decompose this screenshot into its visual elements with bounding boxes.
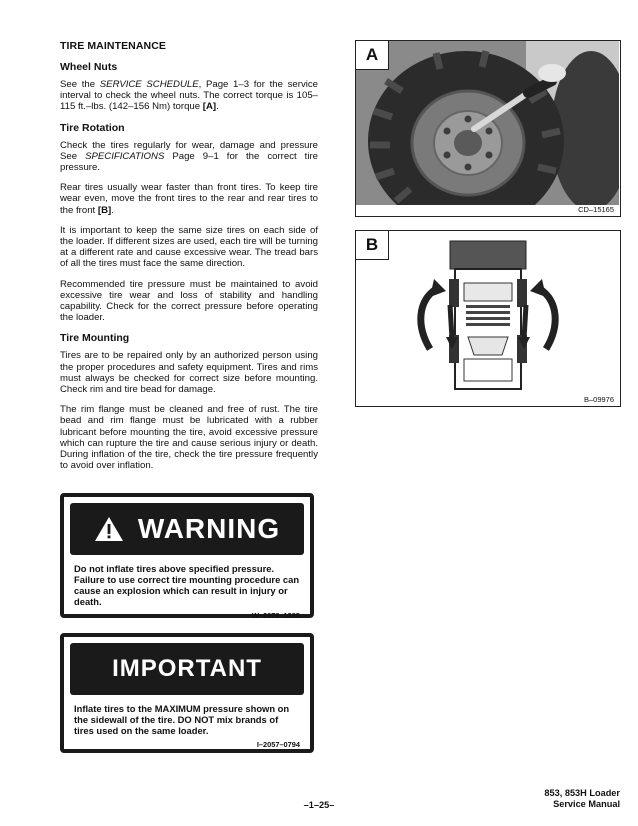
warning-triangle-icon	[94, 516, 124, 542]
page-number: –1–25–	[303, 800, 335, 810]
important-text: Inflate tires to the MAXIMUM pressure shown on the sidewall of the tire. DO NOT mix brands of tires used on the same loader.	[74, 703, 290, 736]
figure-ref-b: [B]	[97, 204, 112, 216]
specifications-ref: SPECIFICATIONS	[85, 150, 165, 162]
text-run: , Page 1–3 for the service interval to check the wheel nuts. The correct torque is 105–115 ft.–lbs. (142–156 Nm) torque	[60, 79, 319, 113]
text-run: Page 9–1 for the correct tire pressure.	[60, 150, 318, 174]
important-code: I–2057–0794	[256, 740, 300, 749]
service-schedule-ref: SERVICE SCHEDULE	[99, 79, 199, 90]
paragraph-same-size: It is important to keep the same size tires on each side of the loader. If different sizes are used, each tire will be turning at a different rate and cause excessive wear. The tread bars of all the tires must face the same direction.	[60, 224, 318, 270]
important-header	[70, 643, 304, 695]
important-box	[60, 633, 314, 753]
paragraph-wheel-nuts	[60, 79, 318, 113]
figure-a-label: A	[356, 41, 389, 70]
text-column	[60, 40, 318, 480]
warning-title: WARNING	[137, 513, 281, 544]
warning-header	[70, 503, 304, 555]
heading-tire-mounting: Tire Mounting	[60, 332, 130, 345]
figure-a-caption: CD–15165	[578, 205, 614, 214]
heading-tire-rotation: Tire Rotation	[60, 121, 125, 134]
model-name: 853, 853H Loader	[544, 788, 620, 798]
text-run: See the	[60, 79, 100, 90]
wheel-torque-photo	[356, 41, 619, 205]
section-title: TIRE MAINTENANCE	[60, 40, 167, 52]
figure-a	[355, 40, 621, 217]
warning-box	[60, 493, 314, 618]
text-run: .	[216, 101, 219, 113]
tire-rotation-diagram	[356, 231, 619, 395]
paragraph-pressure: Recommended tire pressure must be maintained to avoid excessive tire wear and loss of stability and handling capability. Check for the correct pressure before operating the loader.	[60, 278, 318, 324]
paragraph-check-tires	[60, 140, 318, 174]
figure-b	[355, 230, 621, 407]
manual-footer	[544, 788, 620, 810]
warning-code: W–2078–1285	[251, 611, 300, 620]
figure-ref-a: [A]	[202, 101, 217, 113]
manual-name: Service Manual	[553, 799, 620, 809]
text-run: Check the tires regularly for wear, damage and pressure See	[60, 139, 318, 162]
paragraph-rear-tires	[60, 182, 318, 216]
heading-wheel-nuts: Wheel Nuts	[60, 61, 118, 73]
warning-text: Do not inflate tires above specified pressure. Failure to use correct tire mounting procedure can cause an explosion which can result in injury or death.	[74, 563, 300, 607]
figure-b-label: B	[356, 231, 389, 260]
paragraph-repair: Tires are to be repaired only by an authorized person using the proper procedures and safety equipment. Tires and rims must always be checked for correct size before mounting. Check rim and tire bead for damage.	[60, 350, 318, 396]
important-title: IMPORTANT	[112, 655, 262, 682]
paragraph-rim-flange: The rim flange must be cleaned and free of rust. The tire bead and rim flange must be lubricated with a rubber lubricant before mounting the tire, avoid excessive pressure which can rupture the tire and cause serious injury or death. During inflation of the tire, check the tire pressure frequently to avoid over inflation.	[60, 404, 318, 472]
text-run: Rear tires usually wear faster than front tires. To keep tire wear even, move the front tires to the rear and rear tires to the front	[60, 182, 318, 216]
figure-b-caption: B–09976	[583, 395, 614, 404]
text-run: .	[111, 204, 114, 216]
